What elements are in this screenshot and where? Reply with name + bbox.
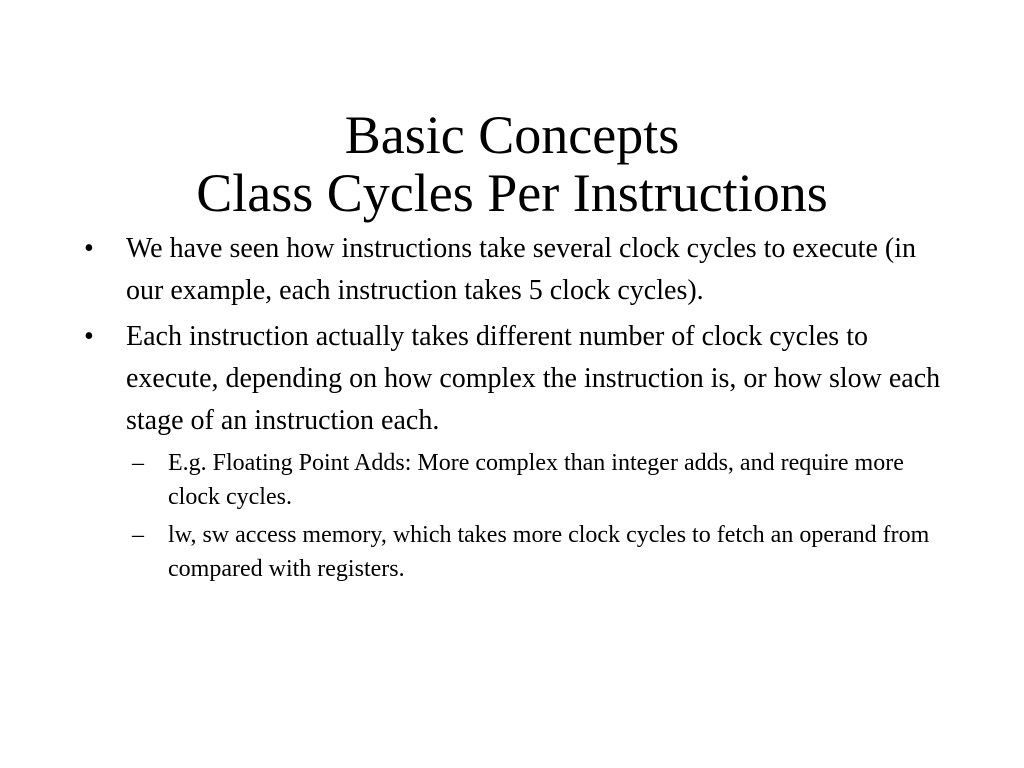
title-line-1: Basic Concepts [344, 105, 680, 166]
slide-content [84, 228, 954, 590]
sub-bullet-item [84, 518, 954, 586]
sub-bullet-marker: – [132, 522, 144, 548]
bullet-text: We have seen how instructions take several clock cycles to execute (in our example, each instruction takes 5 clock cycles). [126, 233, 916, 306]
bullet-item [84, 316, 954, 442]
title-line-2: Class Cycles Per Instructions [196, 163, 828, 224]
bullet-text: Each instruction actually takes different number of clock cycles to execute, depending on how complex the instruction is, or how slow each stage of an instruction each. [126, 321, 941, 436]
sub-bullet-marker: – [132, 450, 144, 476]
slide-title [60, 106, 964, 222]
sub-bullet-text: E.g. Floating Point Adds: More complex than integer adds, and require more clock cycles. [168, 450, 904, 510]
bullet-item [84, 228, 954, 312]
sub-bullet-item [84, 446, 954, 514]
bullet-marker: • [84, 321, 94, 352]
bullet-marker: • [84, 233, 94, 264]
sub-bullet-text: lw, sw access memory, which takes more clock cycles to fetch an operand from compared with registers. [168, 522, 930, 582]
